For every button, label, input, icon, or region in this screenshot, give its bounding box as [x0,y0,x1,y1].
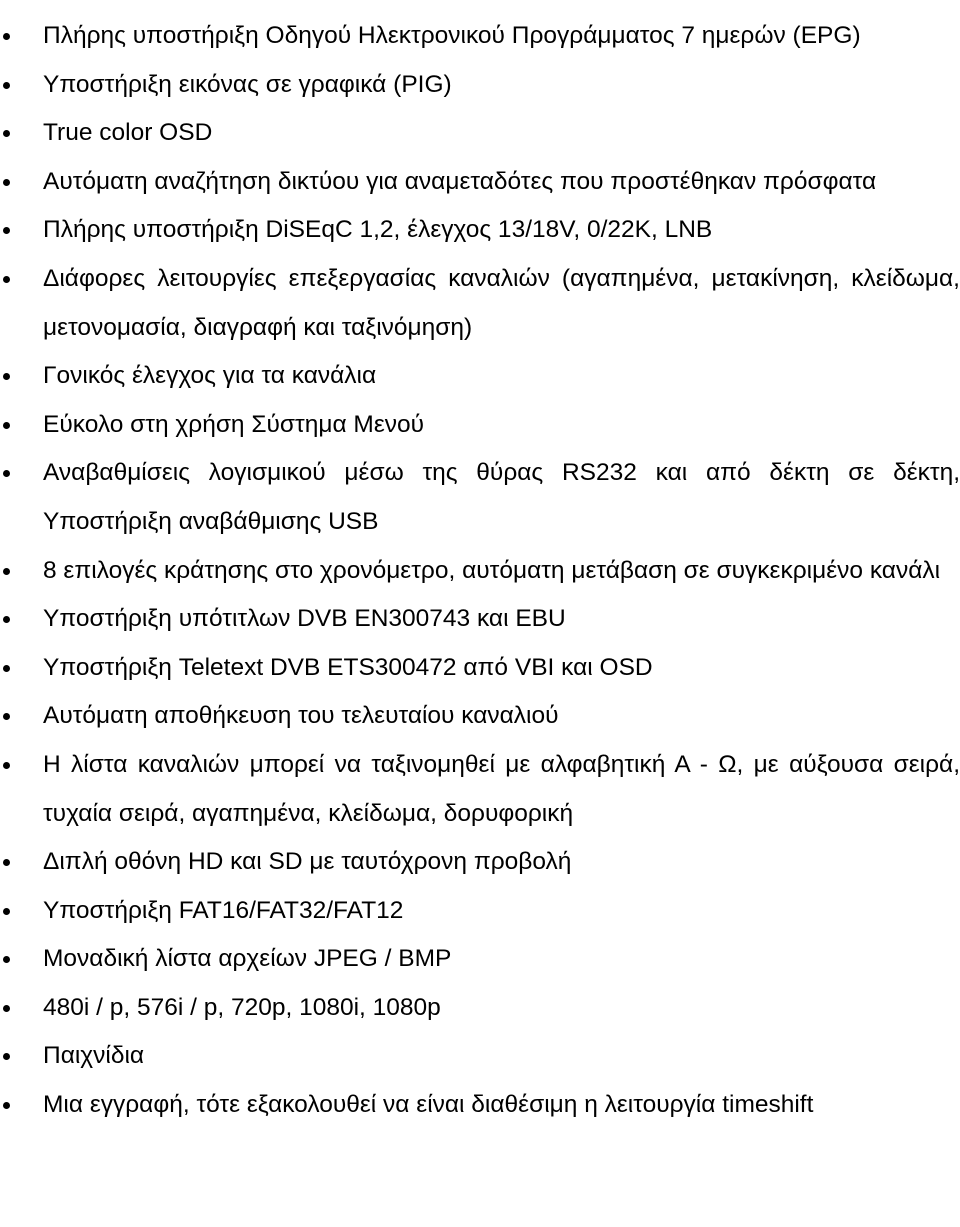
list-item [0,692,960,741]
bullet-icon [3,1102,10,1109]
list-item [0,547,960,596]
list-item-text: 8 επιλογές κράτησης στο χρονόμετρο, αυτόματη μετάβαση σε συγκεκριμένο κανάλι [43,556,941,584]
list-item-text: Υποστήριξη FAT16/FAT32/FAT12 [43,896,404,924]
list-item-text: Αυτόματη αποθήκευση του τελευταίου καναλιού [43,702,559,730]
list-item [0,255,960,352]
list-item-text: Πλήρης υποστήριξη DiSEqC 1,2, έλεγχος 13/18V, 0/22K, LNB [43,216,713,244]
list-item [0,401,960,450]
list-item-text: Γονικός έλεγχος για τα κανάλια [43,362,377,390]
list-item [0,12,960,61]
bullet-icon [3,1053,10,1060]
list-item-text: Εύκολο στη χρήση Σύστημα Μενού [43,410,425,438]
list-item [0,109,960,158]
bullet-icon [3,665,10,672]
bullet-icon [3,373,10,380]
list-item [0,595,960,644]
bullet-icon [3,908,10,915]
list-item-text: Διπλή οθόνη HD και SD με ταυτόχρονη προβολή [43,848,572,876]
list-item [0,352,960,401]
bullet-icon [3,179,10,186]
bullet-icon [3,956,10,963]
list-item [0,644,960,693]
bullet-icon [3,227,10,234]
list-item-text: Αναβαθμίσεις λογισμικού μέσω της θύρας RS232 και από δέκτη σε δέκτη, Υποστήριξη αναβάθμισης USB [43,459,960,535]
list-item [0,449,960,546]
bullet-icon [3,422,10,429]
list-item-text: Υποστήριξη εικόνας σε γραφικά (PIG) [43,70,452,98]
list-item [0,158,960,207]
list-item-text: Μοναδική λίστα αρχείων JPEG / BMP [43,945,452,973]
list-item-text: Υποστήριξη Teletext DVB ETS300472 από VBI και OSD [43,653,653,681]
bullet-icon [3,82,10,89]
list-item [0,887,960,936]
list-item [0,1081,960,1130]
list-item-text: Πλήρης υποστήριξη Οδηγού Ηλεκτρονικού Προγράμματος 7 ημερών (EPG) [43,22,861,49]
list-item-text: Μια εγγραφή, τότε εξακολουθεί να είναι διαθέσιμη η λειτουργία timeshift [43,1091,814,1119]
list-item [0,1032,960,1081]
list-item [0,935,960,984]
list-item [0,741,960,838]
bullet-icon [3,568,10,575]
list-item-text: True color OSD [43,119,213,147]
list-item [0,206,960,255]
bullet-icon [3,470,10,477]
bullet-icon [3,762,10,769]
list-item-text: Υποστήριξη υπότιτλων DVB EN300743 και EBU [43,605,566,633]
list-item [0,61,960,110]
list-item-text: Διάφορες λειτουργίες επεξεργασίας καναλιών (αγαπημένα, μετακίνηση, κλείδωμα, μετονομασία, διαγραφή και ταξινόμηση) [43,264,960,341]
list-item-text: Η λίστα καναλιών μπορεί να ταξινομηθεί με αλφαβητική Α - Ω, με αύξουσα σειρά, τυχαία σειρά, αγαπημένα, κλείδωμα, δορυφορική [43,750,960,827]
bullet-icon [3,33,10,40]
bullet-icon [3,713,10,720]
list-item-text: Παιχνίδια [43,1042,145,1070]
bullet-icon [3,130,10,137]
list-item [0,838,960,887]
bullet-icon [3,276,10,283]
bullet-icon [3,1005,10,1012]
list-item [0,984,960,1033]
bullet-icon [3,859,10,866]
list-item-text: 480i / p, 576i / p, 720p, 1080i, 1080p [43,993,441,1021]
bullet-icon [3,616,10,623]
feature-list [0,12,960,1130]
list-item-text: Αυτόματη αναζήτηση δικτύου για αναμεταδότες που προστέθηκαν πρόσφατα [43,167,877,195]
